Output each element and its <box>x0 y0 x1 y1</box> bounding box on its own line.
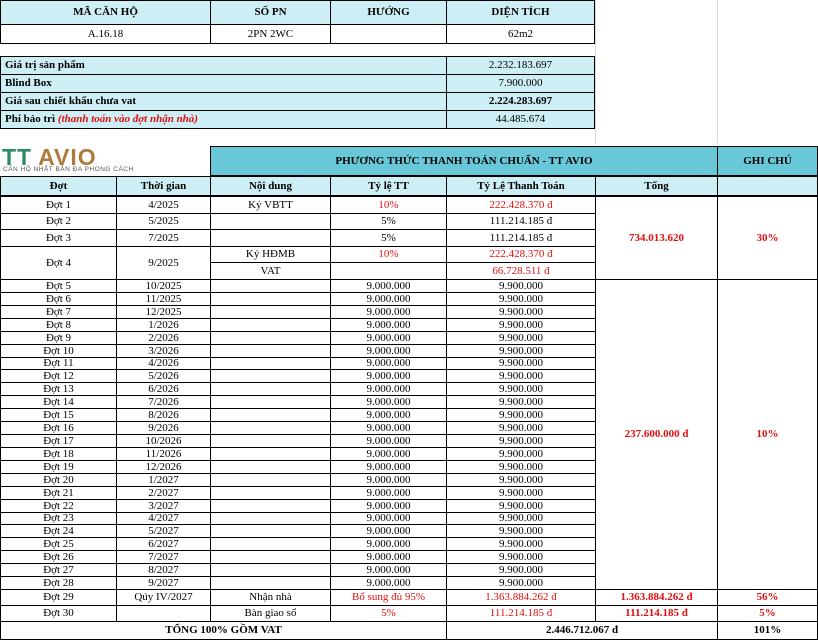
installment-cell[interactable]: Đợt 10 <box>0 344 116 357</box>
content-cell[interactable] <box>210 292 330 305</box>
installment-cell[interactable]: Đợt 27 <box>0 563 116 576</box>
content-cell[interactable]: Nhận nhà <box>210 589 330 605</box>
rate-cell[interactable]: 9.000.000 <box>330 292 446 305</box>
group-total-cell[interactable]: 734.013.620 <box>595 196 717 279</box>
rate-cell[interactable]: 9.000.000 <box>330 563 446 576</box>
amount-cell[interactable]: 9.900.000 <box>446 344 595 357</box>
col-header-amount[interactable]: Tỷ Lệ Thanh Toán <box>446 176 595 196</box>
content-cell[interactable] <box>210 305 330 318</box>
content-cell[interactable] <box>210 576 330 589</box>
rate-cell[interactable]: 5% <box>330 213 446 229</box>
rate-cell[interactable] <box>330 262 446 279</box>
installment-cell[interactable]: Đợt 17 <box>0 434 116 447</box>
rate-cell[interactable]: 10% <box>330 246 446 262</box>
header-label-rooms[interactable]: SỐ PN <box>210 0 330 25</box>
content-cell[interactable] <box>210 447 330 460</box>
pricing-label[interactable] <box>0 74 446 92</box>
rooms-value[interactable]: 2PN 2WC <box>210 25 330 44</box>
installment-cell[interactable]: Đợt 3 <box>0 229 116 246</box>
content-cell[interactable]: Bàn giao sổ <box>210 605 330 621</box>
rate-cell[interactable]: 9.000.000 <box>330 447 446 460</box>
amount-cell[interactable]: 9.900.000 <box>446 486 595 499</box>
content-cell[interactable] <box>210 473 330 486</box>
content-cell[interactable] <box>210 213 330 229</box>
amount-cell[interactable]: 9.900.000 <box>446 537 595 550</box>
rate-cell[interactable]: 9.000.000 <box>330 318 446 331</box>
apartment-code-value[interactable]: A.16.18 <box>0 25 210 44</box>
content-cell[interactable] <box>210 563 330 576</box>
rate-cell[interactable]: 9.000.000 <box>330 331 446 344</box>
group-note-cell[interactable]: 10% <box>717 279 818 589</box>
content-cell[interactable] <box>210 421 330 434</box>
time-cell[interactable]: 9/2025 <box>116 246 210 279</box>
pricing-label[interactable] <box>0 110 446 128</box>
area-value[interactable]: 62m2 <box>446 25 595 44</box>
pricing-label-text: Giá sau chiết khấu chưa vat <box>5 95 136 107</box>
logo-mark-left: TT <box>2 143 33 170</box>
time-cell[interactable]: 6/2026 <box>116 382 210 395</box>
col-header-rate[interactable]: Tỷ lệ TT <box>330 176 446 196</box>
amount-cell[interactable]: 66.728.511 đ <box>446 262 595 279</box>
group-note-cell[interactable]: 30% <box>717 196 818 279</box>
time-cell[interactable]: 10/2026 <box>116 434 210 447</box>
content-cell[interactable] <box>210 434 330 447</box>
amount-cell[interactable]: 9.900.000 <box>446 499 595 512</box>
time-cell[interactable]: 5/2027 <box>116 524 210 537</box>
content-cell[interactable] <box>210 369 330 382</box>
amount-cell[interactable]: 9.900.000 <box>446 408 595 421</box>
time-cell[interactable]: 7/2027 <box>116 550 210 563</box>
group-total-cell[interactable]: 237.600.000 đ <box>595 279 717 589</box>
amount-cell[interactable]: 9.900.000 <box>446 318 595 331</box>
amount-cell[interactable]: 9.900.000 <box>446 292 595 305</box>
amount-cell[interactable]: 9.900.000 <box>446 434 595 447</box>
amount-cell[interactable]: 9.900.000 <box>446 421 595 434</box>
installment-cell[interactable]: Đợt 15 <box>0 408 116 421</box>
amount-cell[interactable]: 9.900.000 <box>446 550 595 563</box>
amount-cell[interactable]: 9.900.000 <box>446 382 595 395</box>
header-label-apartment[interactable]: MÃ CĂN HỘ <box>0 0 210 25</box>
pricing-value[interactable]: 7.900.000 <box>446 74 595 92</box>
rate-cell[interactable]: 9.000.000 <box>330 576 446 589</box>
rate-cell[interactable]: 9.000.000 <box>330 279 446 292</box>
amount-cell[interactable]: 111.214.185 đ <box>446 213 595 229</box>
rate-cell[interactable]: 9.000.000 <box>330 537 446 550</box>
amount-cell[interactable]: 9.900.000 <box>446 563 595 576</box>
rate-cell[interactable]: 9.000.000 <box>330 512 446 524</box>
time-cell[interactable]: 12/2025 <box>116 305 210 318</box>
group-note-cell[interactable]: 5% <box>717 605 818 621</box>
time-cell[interactable]: 5/2026 <box>116 369 210 382</box>
col-header-total[interactable]: Tổng <box>595 176 717 196</box>
installment-cell[interactable]: Đợt 6 <box>0 292 116 305</box>
installment-cell[interactable]: Đợt 9 <box>0 331 116 344</box>
time-cell[interactable]: 4/2025 <box>116 196 210 213</box>
pricing-bottom-border <box>0 128 595 129</box>
content-cell[interactable]: VAT <box>210 262 330 279</box>
rate-cell[interactable]: 9.000.000 <box>330 421 446 434</box>
installment-cell[interactable]: Đợt 4 <box>0 246 116 279</box>
amount-cell[interactable]: 9.900.000 <box>446 305 595 318</box>
installment-cell[interactable]: Đợt 19 <box>0 460 116 473</box>
content-cell[interactable] <box>210 318 330 331</box>
time-cell[interactable] <box>116 605 210 621</box>
rate-cell[interactable]: 10% <box>330 196 446 213</box>
time-cell[interactable]: 4/2027 <box>116 512 210 524</box>
rate-cell[interactable]: 9.000.000 <box>330 369 446 382</box>
installment-cell[interactable]: Đợt 29 <box>0 589 116 605</box>
col-header-content[interactable]: Nội dung <box>210 176 330 196</box>
installment-cell[interactable]: Đợt 18 <box>0 447 116 460</box>
time-cell[interactable]: 7/2025 <box>116 229 210 246</box>
amount-cell[interactable]: 9.900.000 <box>446 395 595 408</box>
content-cell[interactable] <box>210 512 330 524</box>
content-cell[interactable] <box>210 499 330 512</box>
direction-value[interactable] <box>330 25 446 44</box>
rate-cell[interactable]: Bổ sung đủ 95% <box>330 589 446 605</box>
installment-cell[interactable]: Đợt 23 <box>0 512 116 524</box>
content-cell[interactable] <box>210 357 330 369</box>
time-cell[interactable]: 6/2027 <box>116 537 210 550</box>
time-cell[interactable]: 7/2026 <box>116 395 210 408</box>
installment-cell[interactable]: Đợt 12 <box>0 369 116 382</box>
amount-cell[interactable]: 9.900.000 <box>446 512 595 524</box>
grand-total-label[interactable]: TỔNG 100% GỒM VAT <box>0 621 446 640</box>
pricing-label-text: Blind Box <box>5 77 52 89</box>
installment-cell[interactable]: Đợt 22 <box>0 499 116 512</box>
pricing-label-text: Phí bảo trì <box>5 113 56 125</box>
rate-cell[interactable]: 9.000.000 <box>330 486 446 499</box>
group-note-cell[interactable]: 56% <box>717 589 818 605</box>
payment-method-title[interactable]: PHƯƠNG THỨC THANH TOÁN CHUẨN - TT AVIO <box>210 146 717 176</box>
installment-cell[interactable]: Đợt 26 <box>0 550 116 563</box>
group-total-cell[interactable]: 111.214.185 đ <box>595 605 717 621</box>
time-cell[interactable]: 8/2027 <box>116 563 210 576</box>
amount-cell[interactable]: 9.900.000 <box>446 447 595 460</box>
installment-cell[interactable]: Đợt 11 <box>0 357 116 369</box>
installment-cell[interactable]: Đợt 21 <box>0 486 116 499</box>
amount-cell[interactable]: 9.900.000 <box>446 357 595 369</box>
rate-cell[interactable]: 9.000.000 <box>330 305 446 318</box>
pricing-value[interactable]: 44.485.674 <box>446 110 595 128</box>
rate-cell[interactable]: 9.000.000 <box>330 344 446 357</box>
content-cell[interactable] <box>210 344 330 357</box>
pricing-label[interactable] <box>0 92 446 110</box>
content-cell[interactable] <box>210 229 330 246</box>
amount-cell[interactable]: 111.214.185 đ <box>446 229 595 246</box>
installment-cell[interactable]: Đợt 24 <box>0 524 116 537</box>
group-total-cell[interactable]: 1.363.884.262 đ <box>595 589 717 605</box>
time-cell[interactable]: 12/2026 <box>116 460 210 473</box>
time-cell[interactable]: 8/2026 <box>116 408 210 421</box>
time-cell[interactable]: 9/2027 <box>116 576 210 589</box>
grand-total-value[interactable]: 2.446.712.067 đ <box>446 621 717 640</box>
amount-cell[interactable]: 111.214.185 đ <box>446 605 595 621</box>
time-cell[interactable]: 4/2026 <box>116 357 210 369</box>
pricing-note: (thanh toán vào đợt nhận nhà) <box>57 113 198 125</box>
rate-cell[interactable]: 9.000.000 <box>330 499 446 512</box>
pricing-label[interactable] <box>0 56 446 74</box>
time-cell[interactable]: 10/2025 <box>116 279 210 292</box>
note-column-title[interactable]: GHI CHÚ <box>717 146 818 176</box>
content-cell[interactable] <box>210 524 330 537</box>
installment-cell[interactable]: Đợt 7 <box>0 305 116 318</box>
content-cell[interactable]: Ký HĐMB <box>210 246 330 262</box>
installment-cell[interactable]: Đợt 5 <box>0 279 116 292</box>
header-label-area[interactable]: DIỆN TÍCH <box>446 0 595 25</box>
rate-cell[interactable]: 5% <box>330 605 446 621</box>
amount-cell[interactable]: 9.900.000 <box>446 369 595 382</box>
installment-cell[interactable]: Đợt 13 <box>0 382 116 395</box>
rate-cell[interactable]: 9.000.000 <box>330 357 446 369</box>
logo-mark-right: AVIO <box>38 143 97 170</box>
amount-cell[interactable]: 9.900.000 <box>446 331 595 344</box>
rate-cell[interactable]: 9.000.000 <box>330 524 446 537</box>
header-label-direction[interactable]: HƯỚNG <box>330 0 446 25</box>
installment-cell[interactable]: Đợt 14 <box>0 395 116 408</box>
installment-cell[interactable]: Đợt 1 <box>0 196 116 213</box>
gridline <box>717 0 718 143</box>
gridline <box>595 0 596 143</box>
time-cell[interactable]: 11/2026 <box>116 447 210 460</box>
amount-cell[interactable]: 9.900.000 <box>446 576 595 589</box>
rate-cell[interactable]: 9.000.000 <box>330 434 446 447</box>
content-cell[interactable] <box>210 550 330 563</box>
installment-cell[interactable]: Đợt 8 <box>0 318 116 331</box>
time-cell[interactable]: 1/2026 <box>116 318 210 331</box>
rate-cell[interactable]: 9.000.000 <box>330 550 446 563</box>
col-header-note[interactable] <box>717 176 818 196</box>
amount-cell[interactable]: 9.900.000 <box>446 473 595 486</box>
installment-cell[interactable]: Đợt 16 <box>0 421 116 434</box>
time-cell[interactable]: 3/2026 <box>116 344 210 357</box>
content-cell[interactable] <box>210 395 330 408</box>
time-cell[interactable]: 2/2027 <box>116 486 210 499</box>
col-header-installment[interactable]: Đợt <box>0 176 116 196</box>
content-cell[interactable] <box>210 486 330 499</box>
pricing-value[interactable]: 2.224.283.697 <box>446 92 595 110</box>
rate-cell[interactable]: 9.000.000 <box>330 460 446 473</box>
grand-total-note[interactable]: 101% <box>717 621 818 640</box>
amount-cell[interactable]: 1.363.884.262 đ <box>446 589 595 605</box>
time-cell[interactable]: 3/2027 <box>116 499 210 512</box>
logo-tagline: CĂN HỘ NHẬT BẢN ĐA PHONG CÁCH <box>3 166 134 173</box>
logo-mark <box>2 143 97 170</box>
pricing-label-text: Giá trị sản phẩm <box>5 59 85 71</box>
time-cell[interactable]: 2/2026 <box>116 331 210 344</box>
pricing-value[interactable]: 2.232.183.697 <box>446 56 595 74</box>
content-cell[interactable] <box>210 460 330 473</box>
rate-cell[interactable]: 9.000.000 <box>330 408 446 421</box>
rate-cell[interactable]: 9.000.000 <box>330 382 446 395</box>
installment-cell[interactable]: Đợt 28 <box>0 576 116 589</box>
installment-cell[interactable]: Đợt 20 <box>0 473 116 486</box>
rate-cell[interactable]: 9.000.000 <box>330 473 446 486</box>
installment-cell[interactable]: Đợt 2 <box>0 213 116 229</box>
tt-avio-logo <box>0 143 182 174</box>
content-cell[interactable] <box>210 382 330 395</box>
rate-cell[interactable]: 5% <box>330 229 446 246</box>
amount-cell[interactable]: 9.900.000 <box>446 524 595 537</box>
content-cell[interactable] <box>210 331 330 344</box>
amount-cell[interactable]: 9.900.000 <box>446 460 595 473</box>
rate-cell[interactable]: 9.000.000 <box>330 395 446 408</box>
amount-cell[interactable]: 222.428.370 đ <box>446 246 595 262</box>
amount-cell[interactable]: 9.900.000 <box>446 279 595 292</box>
time-cell[interactable]: 11/2025 <box>116 292 210 305</box>
content-cell[interactable]: Ký VBTT <box>210 196 330 213</box>
col-header-time[interactable]: Thời gian <box>116 176 210 196</box>
content-cell[interactable] <box>210 408 330 421</box>
amount-cell[interactable]: 222.428.370 đ <box>446 196 595 213</box>
time-cell[interactable]: Qúy IV/2027 <box>116 589 210 605</box>
time-cell[interactable]: 5/2025 <box>116 213 210 229</box>
installment-cell[interactable]: Đợt 25 <box>0 537 116 550</box>
content-cell[interactable] <box>210 279 330 292</box>
time-cell[interactable]: 9/2026 <box>116 421 210 434</box>
content-cell[interactable] <box>210 537 330 550</box>
installment-cell[interactable]: Đợt 30 <box>0 605 116 621</box>
time-cell[interactable]: 1/2027 <box>116 473 210 486</box>
